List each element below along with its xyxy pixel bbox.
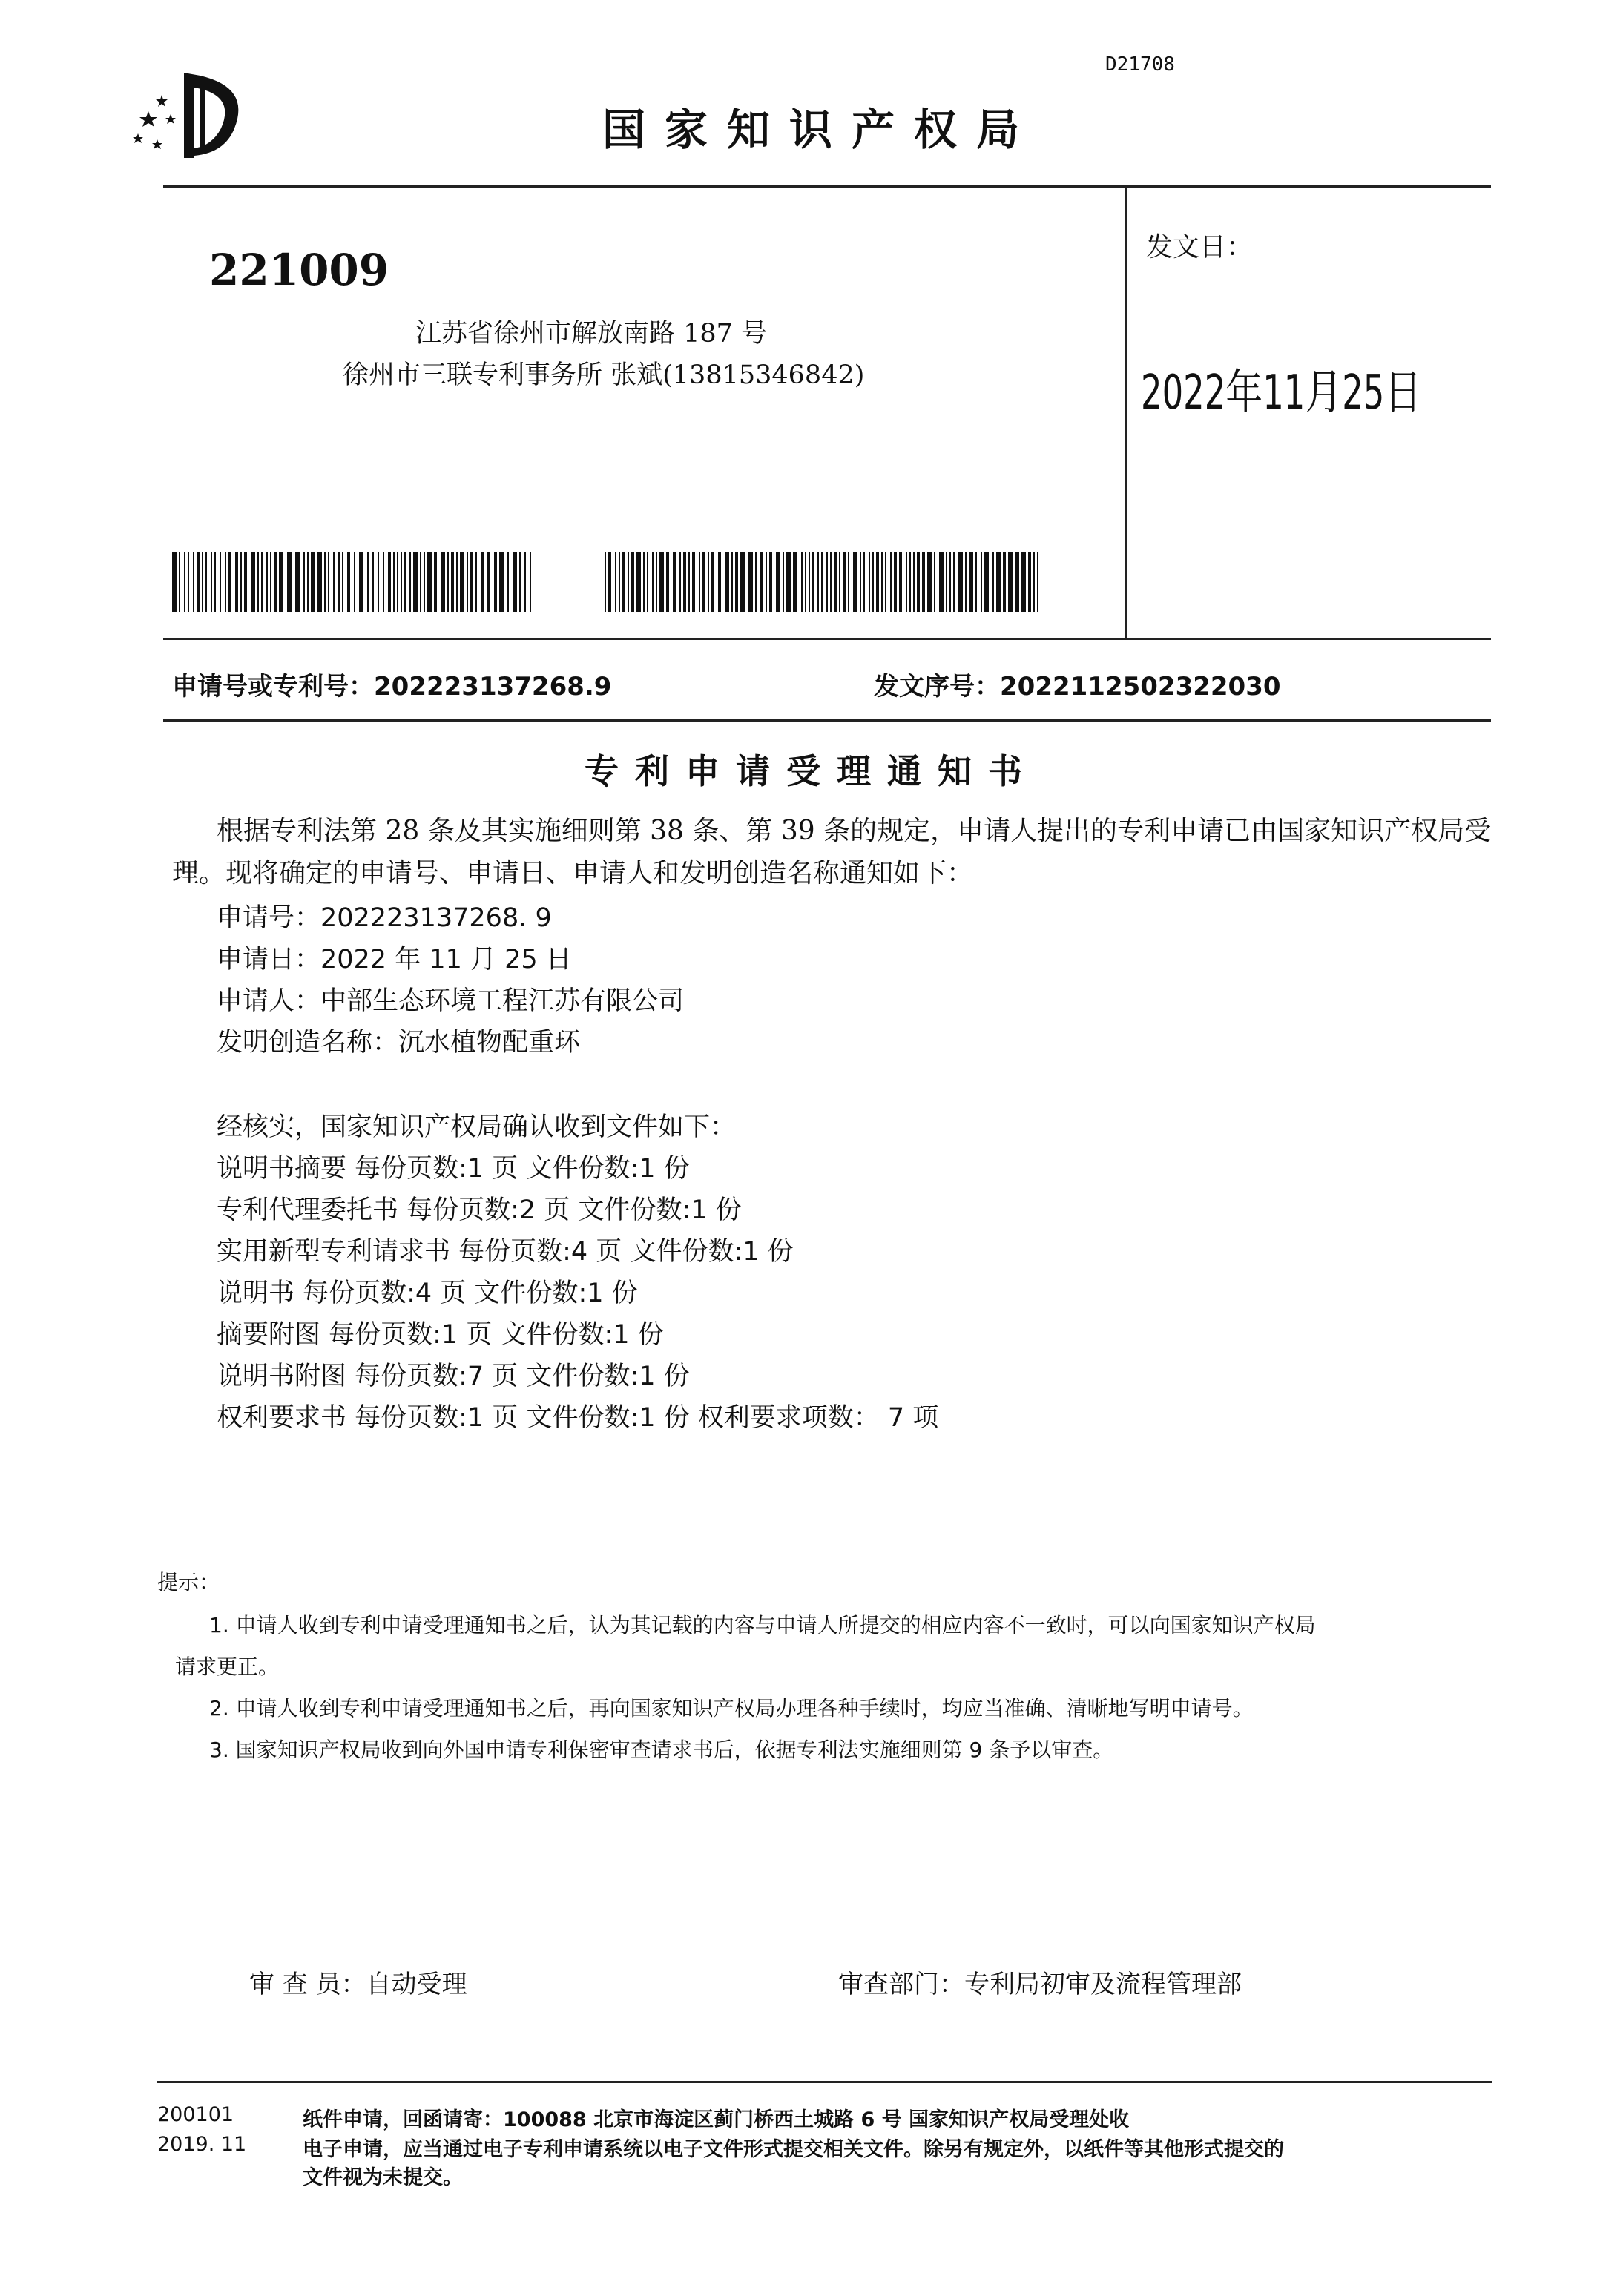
tips-label: 提示： xyxy=(157,1570,220,1594)
electronic-filing-note-cont: 文件视为未提交。 xyxy=(303,2166,463,2189)
application-number-value: 202223137268.9 xyxy=(374,672,612,702)
document-item: 摘要附图 每份页数:1 页 文件份数:1 份 xyxy=(217,1320,664,1350)
document-title: 专利申请受理通知书 xyxy=(585,751,1038,791)
barcode-right xyxy=(605,552,1042,612)
examiner-label: 审 查 员： xyxy=(249,1970,366,1999)
application-number-label: 申请号或专利号： xyxy=(172,672,374,702)
document-item: 权利要求书 每份页数:1 页 文件份数:1 份 权利要求项数： 7 项 xyxy=(217,1403,939,1433)
department-label: 审查部门： xyxy=(838,1970,964,1999)
tip-item-1-cont: 请求更正。 xyxy=(175,1655,280,1679)
send-date-label: 发文日： xyxy=(1146,232,1254,263)
application-number-line: 申请号：202223137268. 9 xyxy=(217,903,552,933)
postcode: 221009 xyxy=(209,245,389,295)
received-intro: 经核实，国家知识产权局确认收到文件如下： xyxy=(217,1112,737,1142)
document-code: D21708 xyxy=(1105,53,1175,76)
paper-filing-note: 纸件申请，回函请寄：100088 北京市海淀区蓟门桥西土城路 6 号 国家知识产权局受理处收 xyxy=(303,2108,1130,2131)
document-item: 实用新型专利请求书 每份页数:4 页 文件份数:1 份 xyxy=(217,1237,794,1267)
document-item: 说明书摘要 每份页数:1 页 文件份数:1 份 xyxy=(217,1154,690,1184)
barcode-left xyxy=(172,552,534,612)
document-item: 说明书附图 每份页数:7 页 文件份数:1 份 xyxy=(217,1362,690,1391)
send-date-divider xyxy=(1125,185,1127,639)
recipient-address: 江苏省徐州市解放南路 187 号 xyxy=(415,319,768,349)
numbers-rule xyxy=(163,719,1491,722)
serial-number-value: 2022112502322030 xyxy=(1000,672,1281,702)
address-bottom-rule xyxy=(163,638,1491,640)
send-date-stamp: 2022年11月25日 xyxy=(1141,366,1422,420)
document-item: 专利代理委托书 每份页数:2 页 文件份数:1 份 xyxy=(217,1195,742,1225)
examiner-value: 自动受理 xyxy=(366,1970,467,1999)
footer-rule xyxy=(157,2081,1492,2083)
tip-item-1: 1. 申请人收到专利申请受理通知书之后，认为其记载的内容与申请人所提交的相应内容不一致时，可以向国家知识产权局 xyxy=(209,1613,1316,1637)
document-item: 说明书 每份页数:4 页 文件份数:1 份 xyxy=(217,1279,638,1308)
form-code: 200101 xyxy=(157,2103,234,2126)
application-date-line: 申请日：2022 年 11 月 25 日 xyxy=(217,945,572,974)
examiner-field xyxy=(249,1964,467,2000)
electronic-filing-note: 电子申请，应当通过电子专利申请系统以电子文件形式提交相关文件。除另有规定外，以纸件等其他形式提交的 xyxy=(303,2138,1284,2161)
serial-number-field xyxy=(874,666,1281,702)
recipient-agency: 徐州市三联专利事务所 张斌(13815346842) xyxy=(343,360,865,390)
cnipa-logo-icon xyxy=(132,65,258,162)
form-date: 2019. 11 xyxy=(157,2133,247,2156)
applicant-line: 申请人：中部生态环境工程江苏有限公司 xyxy=(217,986,685,1016)
department-field xyxy=(838,1964,1242,2000)
application-number-field xyxy=(172,666,611,702)
tip-item-3: 3. 国家知识产权局收到向外国申请专利保密审查请求书后，依据专利法实施细则第 9 条予以审查。 xyxy=(209,1738,1114,1762)
header-rule xyxy=(163,185,1491,188)
tip-item-2: 2. 申请人收到专利申请受理通知书之后，再向国家知识产权局办理各种手续时，均应当准确、清晰地写明申请号。 xyxy=(209,1696,1254,1721)
department-value: 专利局初审及流程管理部 xyxy=(964,1970,1242,1999)
office-name: 国家知识产权局 xyxy=(602,105,1039,155)
serial-number-label: 发文序号： xyxy=(874,672,1000,702)
intro-paragraph: 根据专利法第 28 条及其实施细则第 38 条、第 39 条的规定，申请人提出的专利申请已由国家知识产权局受理。现将确定的申请号、申请日、申请人和发明创造名称通知如下： xyxy=(172,816,1492,888)
invention-name-line: 发明创造名称：沉水植物配重环 xyxy=(217,1028,581,1058)
